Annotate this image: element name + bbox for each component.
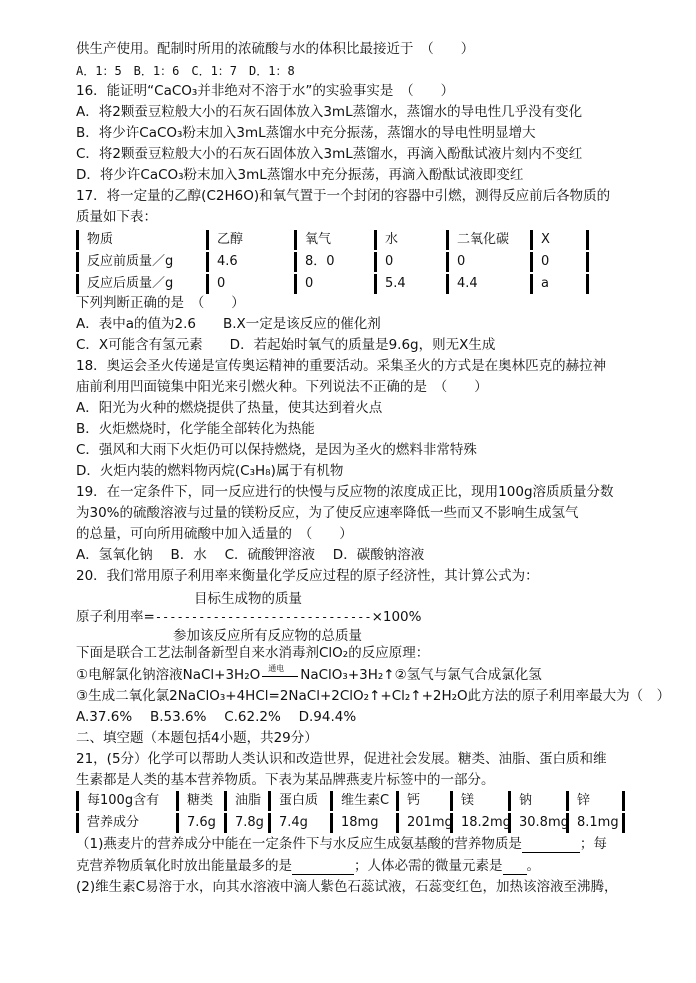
q21-stem-line2: 生素都是人类的基本营养物质。下表为某品牌燕麦片标签中的一部分。 xyxy=(76,772,495,788)
q21-part1-line1 xyxy=(76,834,607,853)
table-cell: 18mg xyxy=(330,813,378,833)
q17-stem-line1: 17．将一定量的乙醇(C2H6O)和氧气置于一个封闭的容器中引燃，测得反应前后各物质的 xyxy=(76,188,611,204)
q16-option-d: D．将少许CaCO₃粉末加入3mL蒸馏水中充分振荡，再滴入酚酞试液即变红 xyxy=(76,167,524,183)
table-cell: 营养成分 xyxy=(76,813,139,833)
reaction-1-reactants: ①电解氯化钠溶液NaCl+3H₂O xyxy=(76,667,261,683)
table-cell: 乙醇 xyxy=(206,230,243,250)
formula-denominator: 参加该反应所有反应物的总质量 xyxy=(173,628,362,644)
table-cell: 蛋白质 xyxy=(268,791,318,811)
section-title: 二、填空题（本题包括4小题，共29分） xyxy=(76,730,318,746)
formula-line xyxy=(76,605,421,625)
table-cell: 钙 xyxy=(396,791,420,811)
q16-option-a: A．将2颗蚕豆粒般大小的石灰石固体放入3mL蒸馏水，蒸馏水的导电性几乎没有变化 xyxy=(76,104,583,120)
table-border xyxy=(622,791,625,811)
formula-times: ×100% xyxy=(371,609,422,625)
arrow-line xyxy=(262,676,298,677)
q19-stem-line2: 为30%的硫酸溶液与过量的镁粉反应，为了使反应速率降低一些而又不影响生成氢气 xyxy=(76,505,579,521)
q21-stem-line1: 21，(5分）化学可以帮助人类认识和改造世界，促进社会发展。糖类、油脂、蛋白质和维 xyxy=(76,751,607,767)
q18-option-d: D．火炬内装的燃料物丙烷(C₃H₈)属于有机物 xyxy=(76,463,344,479)
table-cell: 二氧化碳 xyxy=(446,230,509,250)
reaction-1-products: NaClO₃+3H₂↑②氢气与氯气合成氯化氢 xyxy=(300,667,542,683)
q17-stem-line2: 质量如下表： xyxy=(76,209,157,225)
q19-stem-line3: 的总量，可向所用硫酸中加入适量的 （ ） xyxy=(76,526,353,542)
q18-option-b: B．火炬燃烧时，化学能全部转化为热能 xyxy=(76,421,315,437)
table-cell: 5.4 xyxy=(374,274,406,294)
table-border xyxy=(586,230,589,250)
q18-stem-line1: 18．奥运会圣火传递是宣传奥运精神的重要活动。采集圣火的方式是在奥林匹克的赫拉神 xyxy=(76,358,607,374)
table-cell: 锌 xyxy=(566,791,590,811)
q19-stem-line1: 19．在一定条件下，同一反应进行的快慢与反应物的浓度成正比，现用100g溶质质量分数 xyxy=(76,484,614,500)
table-cell: 0 xyxy=(206,274,225,294)
q16-option-c: C．将2颗蚕豆粒般大小的石灰石固体放入3mL蒸馏水，再滴入酚酞试液片刻内不变红 xyxy=(76,146,583,162)
formula-lhs: 原子利用率= xyxy=(76,609,155,625)
table-cell: 4.4 xyxy=(446,274,478,294)
table-cell: 8.1mg xyxy=(566,813,619,833)
table-cell: 201mg xyxy=(396,813,453,833)
table-cell: X xyxy=(530,230,550,250)
q21-part1-end: 。 xyxy=(526,858,540,874)
table-cell: 油脂 xyxy=(224,791,261,811)
table-cell: 反应后质量／g xyxy=(76,274,173,294)
q20-stem: 20．我们常用原子利用率来衡量化学反应过程的原子经济性，其计算公式为： xyxy=(76,568,539,584)
table-cell: 7.6g xyxy=(176,813,216,833)
q18-stem-line2: 庙前利用凹面镜集中阳光来引燃火种。下列说法不正确的是 （ ） xyxy=(76,379,488,395)
formula-divider: ------------------------------ xyxy=(154,610,372,624)
q21-part1-text: （1)燕麦片的营养成分中能在一定条件下与水反应生成氨基酸的营养物质是 xyxy=(76,836,522,852)
table-cell: 8．0 xyxy=(294,252,335,272)
table-cell: 4.6 xyxy=(206,252,238,272)
table-cell: 7.8g xyxy=(224,813,264,833)
q21-part2-line1: (2)维生素C易溶于水，向其水溶液中滴人紫色石蕊试液，石蕊变红色，加热该溶液至沸腾， xyxy=(76,879,618,895)
table-cell: 7.4g xyxy=(268,813,308,833)
table-cell: a xyxy=(530,274,549,294)
q16-option-b: B．将少许CaCO₃粉末加入3mL蒸馏水中充分振荡，蒸馏水的导电性明显增大 xyxy=(76,125,536,141)
formula-numerator: 目标生成物的质量 xyxy=(194,591,302,607)
arrow-condition-label: 通电 xyxy=(268,664,285,673)
q17-question: 下列判断正确的是 （ ） xyxy=(76,295,245,311)
q21-part1-text3: ；人体必需的微量元素是 xyxy=(354,858,503,874)
reaction-arrow xyxy=(262,666,298,684)
table-cell: 0 xyxy=(294,274,313,294)
table-cell: 糖类 xyxy=(176,791,213,811)
q17-options-cd: C．X可能含有氢元素 D．若起始时氧气的质量是9.6g，则无X生成 xyxy=(76,337,496,353)
table-cell: 18.2mg xyxy=(450,813,511,833)
table-cell: 反应前质量／g xyxy=(76,252,173,272)
q21-part1-text2: 克营养物质氧化时放出能量最多的是 xyxy=(76,858,292,874)
q18-option-c: C．强风和大雨下火炬仍可以保持燃烧，是因为圣火的燃料非常特殊 xyxy=(76,442,477,458)
q20-options: A.37.6% B.53.6% C.62.2% D.94.4% xyxy=(76,709,357,725)
q20-intro: 下面是联合工艺法制备新型自来水消毒剂ClO₂的反应原理： xyxy=(76,645,430,661)
table-cell: 0 xyxy=(446,252,465,272)
table-cell: 维生素C xyxy=(330,791,389,811)
q21-part1-line2 xyxy=(76,856,540,875)
table-cell: 物质 xyxy=(76,230,113,250)
table-border xyxy=(586,252,589,272)
q15-options: A．1：5 B．1：6 C．1：7 D．1：8 xyxy=(76,64,295,78)
q15-tail-line: 供生产使用。配制时所用的浓硫酸与水的体积比最接近于 （ ） xyxy=(76,41,475,57)
table-cell: 镁 xyxy=(450,791,474,811)
table-cell: 钠 xyxy=(508,791,532,811)
table-border xyxy=(586,274,589,294)
q17-options-ab: A．表中a的值为2.6 B.X一定是该反应的催化剂 xyxy=(76,316,381,332)
table-cell: 30.8mg xyxy=(508,813,569,833)
table-border xyxy=(622,813,625,833)
q16-stem: 16．能证明“CaCO₃并非绝对不溶于水”的实验事实是 （ ） xyxy=(76,83,455,99)
table-cell: 水 xyxy=(374,230,398,250)
table-cell: 0 xyxy=(530,252,549,272)
answer-blank xyxy=(503,856,527,875)
q20-reaction-3: ③生成二氧化氯2NaClO₃+4HCl=2NaCl+2ClO₂↑+Cl₂↑+2H₂O此方法的原子利用率最大为（ ） xyxy=(76,688,671,704)
answer-blank xyxy=(292,856,354,875)
table-cell: 氧气 xyxy=(294,230,331,250)
table-cell: 0 xyxy=(374,252,393,272)
table-cell: 每100g含有 xyxy=(76,791,159,811)
answer-blank xyxy=(522,834,580,853)
q20-reaction-1 xyxy=(76,666,542,684)
q19-options: A．氢氧化钠 B．水 C．硫酸钾溶液 D．碳酸钠溶液 xyxy=(76,547,425,563)
q18-option-a: A．阳光为火种的燃烧提供了热量，使其达到着火点 xyxy=(76,400,383,416)
q21-part1-cont: ；每 xyxy=(579,836,607,852)
